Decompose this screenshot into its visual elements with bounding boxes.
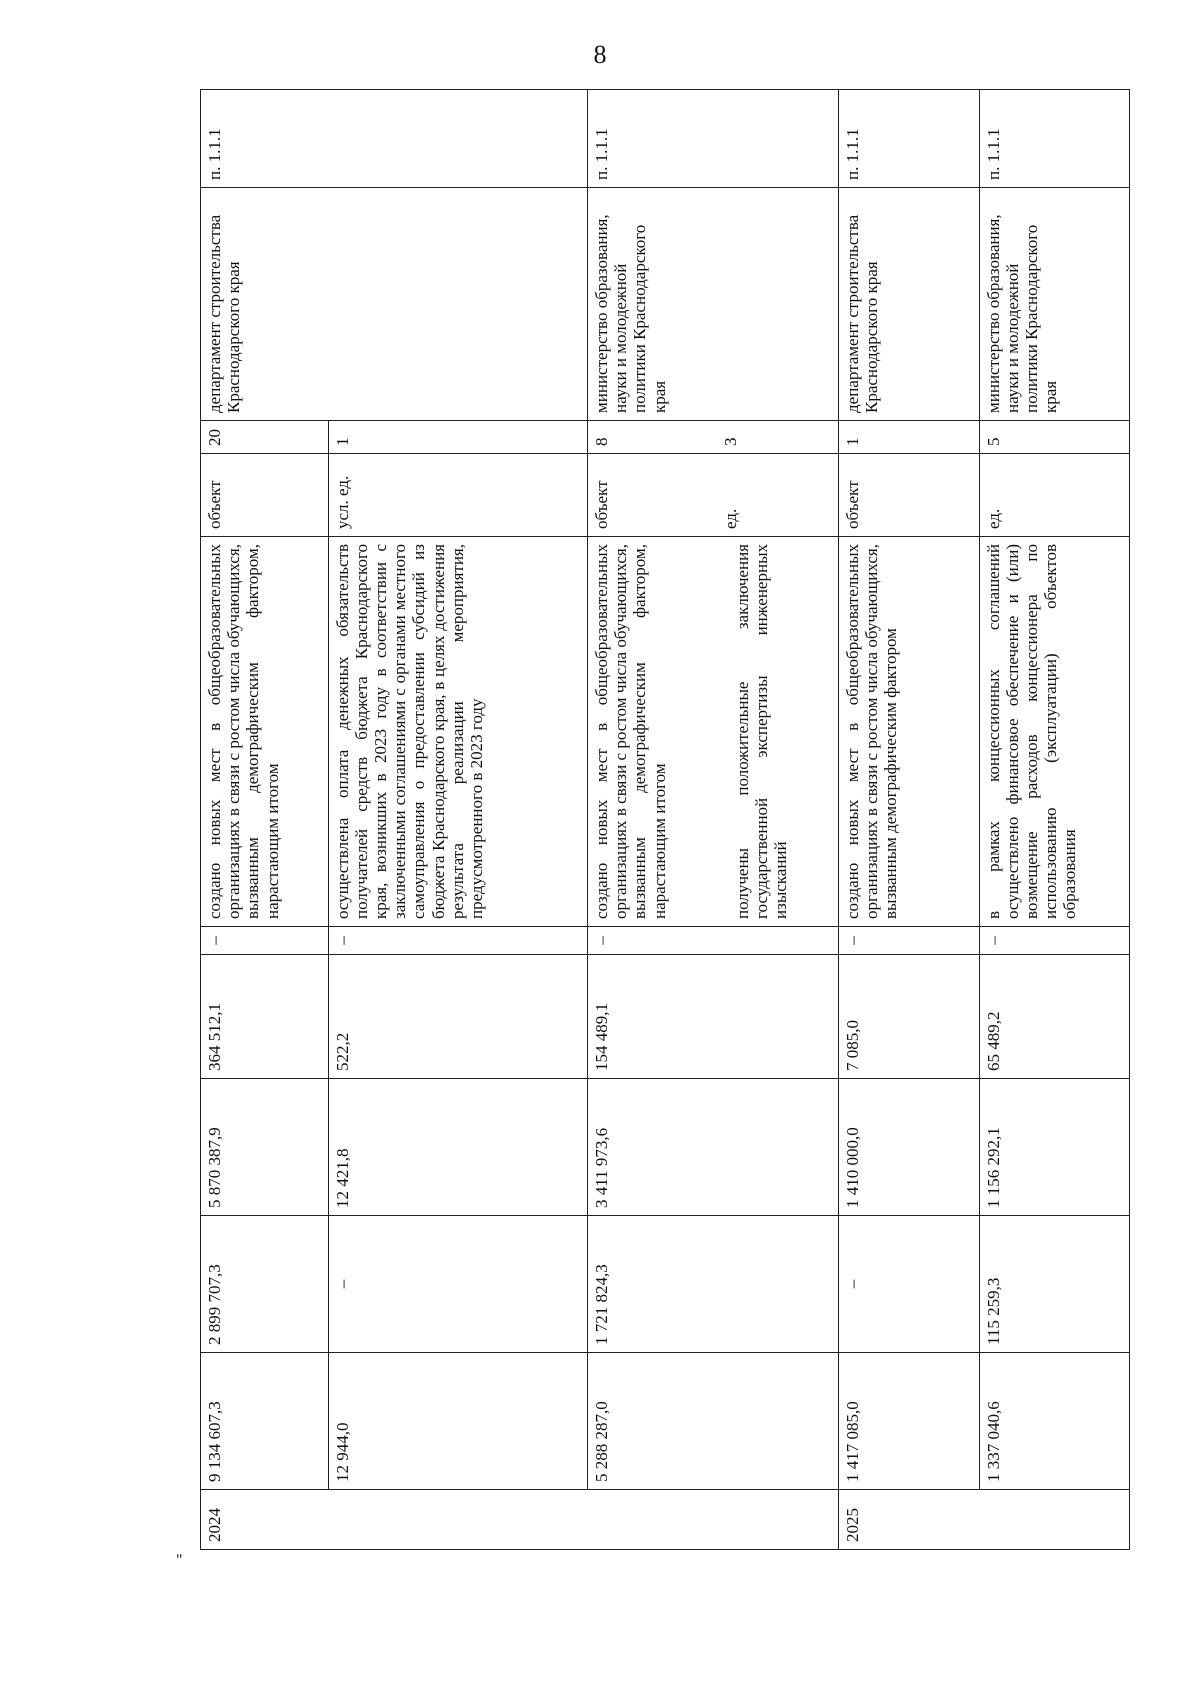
executor-cell: департамент строительства Краснодарского края [838, 188, 979, 421]
table-row [838, 90, 979, 1550]
unit-2: ед. [721, 508, 741, 529]
total-cell: 9 134 607,3 [201, 1353, 329, 1490]
reference-cell: п. 1.1.1 [838, 90, 979, 188]
page-number: 8 [593, 40, 607, 69]
year-cell: 2025 [838, 1490, 1129, 1550]
value-2: 3 [721, 437, 741, 446]
result-description: осуществлена оплата денежных обязательств получателей средств бюджета Краснодарского края, возникших в 2023 году в соответствии с заключенными соглашениями с органами местного самоуправления о предоставлении субсидий из бюджета Краснодарского края, в целях достижения результата реализации мероприятия, предусмотренного в 2023 году [328, 537, 588, 927]
budget-table [200, 89, 1130, 1550]
regional-cell: 12 421,8 [328, 1079, 588, 1216]
rotated-table-container [200, 90, 1130, 1550]
other-cell: – [328, 927, 588, 955]
value-cell: 1 [838, 421, 979, 454]
total-cell: 5 288 287,0 [588, 1353, 838, 1490]
unit-cell [588, 454, 838, 537]
local-cell: 154 489,1 [588, 955, 838, 1079]
table-row [588, 90, 838, 1550]
regional-cell: 3 411 973,6 [588, 1079, 838, 1216]
federal-cell: – [838, 1216, 979, 1353]
unit-cell: объект [838, 454, 979, 537]
reference-cell: п. 1.1.1 [201, 90, 588, 188]
unit-1: объект [592, 480, 612, 529]
table-row [979, 90, 1129, 1550]
value-cell: 5 [979, 421, 1129, 454]
result-description: в рамках концессионных соглашений осуществлено финансовое обеспечение и (или) возмещение расходов концессионера по использованию (эксплуатации) объектов образования [979, 537, 1129, 927]
other-cell: – [838, 927, 979, 955]
regional-cell: 1 156 292,1 [979, 1079, 1129, 1216]
value-cell: 1 [328, 421, 588, 454]
regional-cell: 1 410 000,0 [838, 1079, 979, 1216]
executor-cell: министерство образования, науки и молодежной политики Краснодарского края [588, 188, 838, 421]
reference-cell: п. 1.1.1 [588, 90, 838, 188]
total-cell: 1 417 085,0 [838, 1353, 979, 1490]
result-description-1: создано новых мест в общеобразовательных организациях в связи с ростом числа обучающихся, вызванным демографическим фактором, нарастающим итогом [592, 544, 669, 919]
result-description: создано новых мест в общеобразовательных организациях в связи с ростом числа обучающихся, вызванным демографическим фактором [838, 537, 979, 927]
table-row [201, 90, 329, 1550]
executor-cell: департамент строительства Краснодарского края [201, 188, 588, 421]
federal-cell: 115 259,3 [979, 1216, 1129, 1353]
total-cell: 12 944,0 [328, 1353, 588, 1490]
result-description: создано новых мест в общеобразовательных организациях в связи с ростом числа обучающихся, вызванным демографическим фактором, нарастающим итогом [201, 537, 329, 927]
other-cell: – [588, 927, 838, 955]
local-cell: 7 085,0 [838, 955, 979, 1079]
executor-cell: министерство образования, науки и молодежной политики Краснодарского края [979, 188, 1129, 421]
local-cell: 364 512,1 [201, 955, 329, 1079]
federal-cell: – [328, 1216, 588, 1353]
unit-cell: ед. [979, 454, 1129, 537]
local-cell: 522,2 [328, 955, 588, 1079]
result-description [588, 537, 838, 927]
regional-cell: 5 870 387,9 [201, 1079, 329, 1216]
value-cell: 20 [201, 421, 329, 454]
total-cell: 1 337 040,6 [979, 1353, 1129, 1490]
other-cell: – [979, 927, 1129, 955]
result-description-2: получены положительные заключения государственной экспертизы инженерных изысканий [732, 544, 791, 919]
reference-cell: п. 1.1.1 [979, 90, 1129, 188]
local-cell: 65 489,2 [979, 955, 1129, 1079]
value-1: 8 [592, 437, 612, 446]
value-cell [588, 421, 838, 454]
year-cell: 2024 [201, 1490, 839, 1550]
federal-cell: 1 721 824,3 [588, 1216, 838, 1353]
stray-mark: " [176, 1552, 183, 1569]
other-cell: – [201, 927, 329, 955]
unit-cell: объект [201, 454, 329, 537]
federal-cell: 2 899 707,3 [201, 1216, 329, 1353]
unit-cell: усл. ед. [328, 454, 588, 537]
